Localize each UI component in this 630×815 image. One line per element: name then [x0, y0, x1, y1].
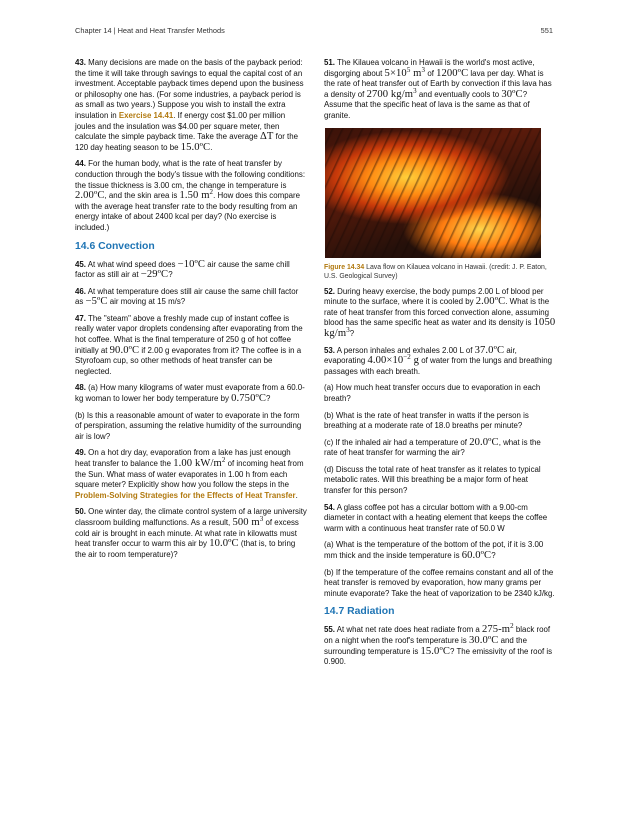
page-number: 551 — [540, 26, 553, 35]
problem-number: 50. — [75, 507, 86, 517]
problem-49: 49. On a hot dry day, evaporation from a lake has just enough heat transfer to balance the 1.00 $kW/m^2$ of incoming heat from the Sun. What mass of water evaporates in 1.00 h from each square meter? Explicitly show how you follow the steps in the Problem-Solving Strategies for the Effects of Heat Transfer. — [75, 448, 304, 500]
problem-50: 50. One winter day, the climate control system of a large university classroom building malfunctions. As a result, 500 $m^3$ of excess cold air is brought in each minute. At what rate in kilowatts must heat transfer occur to warm this air by 10.0ºC (that is, to bring the air to room temperature)? — [75, 507, 307, 559]
figure-label: Figure 14.34 — [324, 263, 365, 271]
math-expression: $4.00\times 10^{-2}$ g — [367, 353, 420, 367]
math-expression: 30ºC — [501, 88, 523, 100]
math-expression: 60.0ºC — [461, 550, 492, 562]
problem-number: 47. — [75, 313, 86, 323]
problem-number: 55. — [324, 625, 335, 635]
exercise-link[interactable]: Exercise 14.41 — [118, 110, 174, 120]
math-expression: 37.0ºC — [474, 344, 505, 356]
math-expression: 2.00ºC — [75, 190, 105, 202]
section-heading-convection: 14.6 Convection — [75, 240, 155, 252]
chapter-title: Chapter 14 | Heat and Heat Transfer Methods — [75, 26, 225, 35]
problem-number: 54. — [324, 502, 335, 512]
problem-44: 44. For the human body, what is the rate of heat transfer by conduction through the body's tissue with the following conditions: the tissue thickness is 3.00 cm, the change in temperature is 2.00ºC, and the skin area is 1.50 $m^2$. How does this compare with the average heat transfer rate to the body resulting from an energy intake of about 2400 kcal per day? (No exercise is included.) — [75, 159, 306, 232]
problem-48: 48. (a) How many kilograms of water must evaporate from a 60.0-kg woman to lower her body temperature by 0.750ºC? — [75, 383, 305, 405]
problem-number: 49. — [75, 448, 86, 458]
math-expression: ΔT — [259, 131, 274, 143]
problem-number: 43. — [75, 58, 86, 67]
problem-55: 55. At what net rate does heat radiate from a $275-m^2$ black roof on a night when the roof's temperature is 30.0ºC and the surrounding temperature is 15.0ºC? The emissivity of the roof is 0.900. — [324, 622, 553, 667]
math-expression: 15.0ºC — [180, 141, 211, 153]
left-column — [75, 58, 307, 566]
problem-53-part-c: (c) If the inhaled air had a temperature of 20.0ºC, what is the rate of heat transfer for warming the air? — [324, 436, 541, 458]
math-expression: 500 $m^3$ — [232, 514, 264, 528]
strategy-link[interactable]: Problem-Solving Strategies for the Effects of Heat Transfer — [75, 490, 296, 500]
math-expression: −29ºC — [140, 269, 169, 281]
math-expression: 10.0ºC — [209, 538, 239, 550]
math-expression: 1050 $kg/m^3$ — [324, 317, 556, 339]
problem-43: 43. Many decisions are made on the basis of the payback period: the time it will take through savings to equal the capital cost of an investment. Acceptable payback times depend upon the business or philosophy one has. (For some industries, a payback period is as small as two years.) Suppose you wish to install the extra insulation in Exercise 14.41. If energy cost $1.00 per million joules and the insulation was $4.00 per square meter, then calculate the simple payback time. Take the average ΔT for the 120 day heating season to be 15.0ºC. — [75, 58, 304, 153]
math-expression: 30.0ºC — [468, 635, 499, 646]
problem-number: 45. — [75, 259, 86, 269]
problem-54-part-a: (a) What is the temperature of the bottom of the pot, if it is 3.00 mm thick and the inside temperature is 60.0ºC? — [324, 540, 544, 562]
problem-number: 44. — [75, 159, 86, 169]
problem-53-part-d: (d) Discuss the total rate of heat transfer as it relates to typical metabolic rates. Will this breathing be a major form of heat transfer for this person? — [324, 464, 541, 496]
section-heading-radiation: 14.7 Radiation — [324, 606, 395, 618]
math-expression: 2.00ºC — [475, 296, 506, 308]
math-expression: 1.50 $m^2$ — [179, 188, 214, 202]
problem-53-part-b: (b) What is the rate of heat transfer in watts if the person is breathing at a moderate rate of 18.0 breaths per minute? — [324, 410, 529, 431]
problem-46: 46. At what temperature does still air cause the same chill factor as −5ºC air moving at 15 m/s? — [75, 286, 299, 308]
problem-number: 46. — [75, 286, 86, 296]
math-expression: $5\times 10^5$ $m^3$ — [384, 65, 426, 79]
problem-45: 45. At what wind speed does −10ºC air cause the same chill factor as still air at −29ºC? — [75, 258, 290, 281]
math-expression: 20.0ºC — [469, 436, 499, 448]
problem-48-part-b: (b) Is this a reasonable amount of water to evaporate in the form of perspiration, assuming the relative humidity of the surrounding air is low? — [75, 410, 302, 441]
lava-flow-image — [325, 128, 541, 258]
math-expression: 1.00 $kW/m^2$ — [173, 456, 226, 469]
right-column — [324, 58, 556, 674]
page-header — [75, 26, 553, 40]
problem-47: 47. The "steam" above a freshly made cup of instant coffee is really water vapor droplets condensing after evaporating from the hot coffee. What is the final temperature of 250 g of hot coffee initially at 90.0ºC if 2.00 g evaporates from it? The coffee is in a Styrofoam cup, so other methods of heat transfer can be neglected. — [75, 313, 303, 376]
math-expression: $275-m^2$ — [481, 622, 514, 636]
problem-number: 48. — [75, 383, 86, 393]
problem-number: 53. — [324, 345, 335, 355]
lava-crust-texture — [325, 128, 541, 258]
figure-caption: Figure 14.34 Lava flow on Kilauea volcano in Hawaii. (credit: J. P. Eaton, U.S. Geological Survey) — [324, 263, 547, 280]
math-expression: 0.750ºC — [231, 393, 267, 405]
problem-54-part-b: (b) If the temperature of the coffee remains constant and all of the heat transfer is removed by evaporation, how many grams per minute evaporate? Take the heat of vaporization to be 2340 kJ/kg. — [324, 567, 555, 598]
problem-54: 54. A glass coffee pot has a circular bottom with a 9.00-cm diameter in contact with a heating element that keeps the coffee warm with a continuous heat transfer rate of 50.0 W — [324, 502, 548, 533]
problem-51: 51. The Kilauea volcano in Hawaii is the world's most active, disgorging about $5\times 10^5$ $m^3$ of 1200ºC lava per day. What is the rate of heat transfer out of Earth by convection if this lava has a density of 2700 $kg/m^3$ and eventually cools to 30ºC? Assume that the specific heat of lava is the same as that of granite. — [324, 58, 552, 120]
problem-53: 53. A person inhales and exhales 2.00 L of 37.0ºC air, evaporating $4.00\times 10^{-2}$ g of water from the lungs and breathing passages with each breath. — [324, 344, 552, 376]
math-expression: −5ºC — [85, 296, 108, 308]
math-expression: 90.0ºC — [109, 344, 140, 356]
math-expression: 2700 $kg/m^3$ — [366, 86, 417, 100]
problem-53-part-a: (a) How much heat transfer occurs due to evaporation in each breath? — [324, 383, 541, 403]
problem-52: 52. During heavy exercise, the body pumps 2.00 L of blood per minute to the surface, where it is cooled by 2.00ºC. What is the rate of heat transfer from this forced convection alone, assuming blood has the same specific heat as water and its density is 1050 $kg/m^3$? — [324, 286, 556, 339]
math-expression: 15.0ºC — [420, 645, 450, 657]
math-expression: 1200ºC — [436, 67, 469, 79]
problem-number: 51. — [324, 58, 335, 67]
problem-number: 52. — [324, 286, 335, 296]
math-expression: −10ºC — [177, 258, 206, 270]
